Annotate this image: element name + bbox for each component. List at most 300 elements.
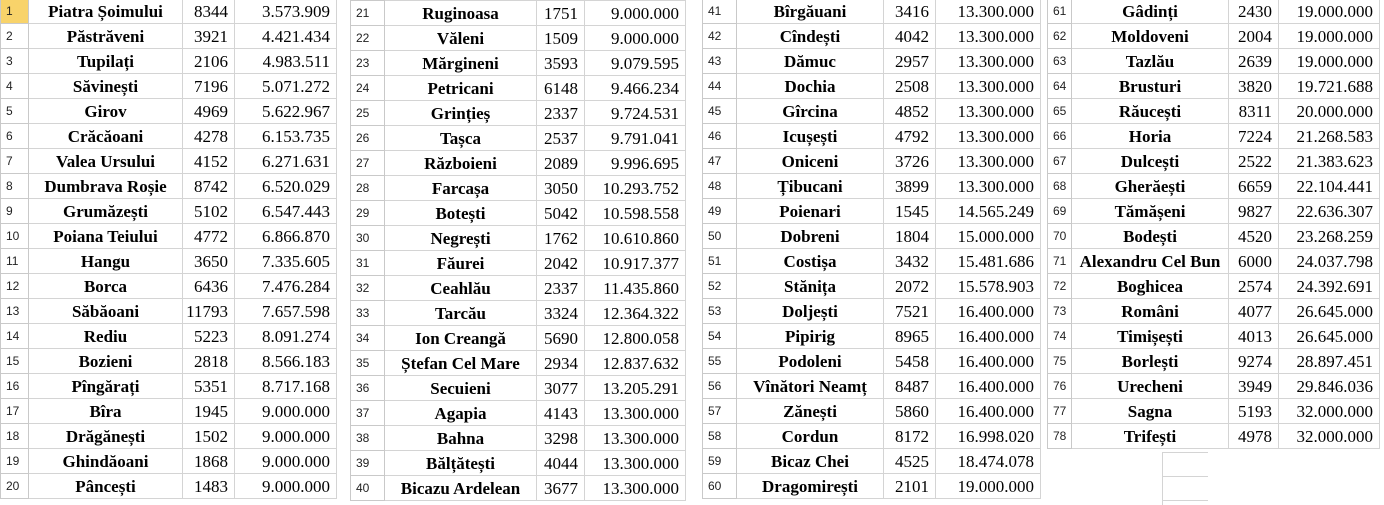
commune-name-cell[interactable]: Alexandru Cel Bun (1072, 249, 1229, 274)
row-number[interactable]: 62 (1048, 24, 1072, 49)
amount-cell[interactable]: 16.400.000 (936, 324, 1041, 349)
table-row[interactable] (1048, 324, 1380, 349)
population-cell[interactable]: 8311 (1229, 99, 1279, 124)
table-row[interactable] (1, 124, 337, 149)
table-row[interactable] (1, 349, 337, 374)
population-cell[interactable]: 3921 (183, 24, 235, 49)
row-number[interactable]: 40 (351, 476, 385, 501)
population-cell[interactable]: 5860 (884, 399, 936, 424)
commune-name-cell[interactable]: Crăcăoani (29, 124, 183, 149)
population-cell[interactable]: 9274 (1229, 349, 1279, 374)
population-cell[interactable]: 2042 (537, 251, 585, 276)
population-cell[interactable]: 8344 (183, 0, 235, 24)
population-cell[interactable]: 1868 (183, 449, 235, 474)
population-cell[interactable]: 2101 (884, 474, 936, 499)
table-row[interactable] (351, 226, 686, 251)
commune-name-cell[interactable]: Costișa (737, 249, 884, 274)
table-row[interactable] (1, 49, 337, 74)
commune-name-cell[interactable]: Moldoveni (1072, 24, 1229, 49)
commune-name-cell[interactable]: Bîra (29, 399, 183, 424)
commune-name-cell[interactable]: Mărgineni (385, 51, 537, 76)
population-cell[interactable]: 2522 (1229, 149, 1279, 174)
row-number[interactable]: 58 (703, 424, 737, 449)
table-row[interactable] (1, 199, 337, 224)
table-row[interactable] (1048, 0, 1380, 24)
amount-cell[interactable]: 19.000.000 (1279, 24, 1380, 49)
row-number[interactable]: 4 (1, 74, 29, 99)
row-number[interactable]: 7 (1, 149, 29, 174)
commune-name-cell[interactable]: Bahna (385, 426, 537, 451)
amount-cell[interactable]: 9.079.595 (585, 51, 686, 76)
population-cell[interactable]: 2639 (1229, 49, 1279, 74)
table-row[interactable] (703, 174, 1041, 199)
row-number[interactable]: 46 (703, 124, 737, 149)
commune-name-cell[interactable]: Podoleni (737, 349, 884, 374)
table-row[interactable] (1, 24, 337, 49)
amount-cell[interactable]: 21.268.583 (1279, 124, 1380, 149)
row-number[interactable]: 12 (1, 274, 29, 299)
amount-cell[interactable]: 11.435.860 (585, 276, 686, 301)
commune-name-cell[interactable]: Dochia (737, 74, 884, 99)
row-number[interactable]: 3 (1, 49, 29, 74)
population-cell[interactable]: 5458 (884, 349, 936, 374)
table-row[interactable] (703, 274, 1041, 299)
population-cell[interactable]: 3050 (537, 176, 585, 201)
row-number[interactable]: 11 (1, 249, 29, 274)
amount-cell[interactable]: 13.300.000 (936, 49, 1041, 74)
table-row[interactable] (1, 274, 337, 299)
table-row[interactable] (1, 224, 337, 249)
table-row[interactable] (1048, 424, 1380, 449)
row-number[interactable]: 2 (1, 24, 29, 49)
population-cell[interactable]: 3677 (537, 476, 585, 501)
row-number[interactable]: 77 (1048, 399, 1072, 424)
amount-cell[interactable]: 15.000.000 (936, 224, 1041, 249)
amount-cell[interactable]: 13.300.000 (585, 476, 686, 501)
population-cell[interactable]: 5351 (183, 374, 235, 399)
amount-cell[interactable]: 13.300.000 (936, 174, 1041, 199)
table-row[interactable] (351, 176, 686, 201)
table-row[interactable] (1, 299, 337, 324)
amount-cell[interactable]: 16.998.020 (936, 424, 1041, 449)
commune-name-cell[interactable]: Rediu (29, 324, 183, 349)
commune-name-cell[interactable]: Ruginoasa (385, 1, 537, 26)
commune-name-cell[interactable]: Dumbrava Roșie (29, 174, 183, 199)
row-number[interactable]: 47 (703, 149, 737, 174)
row-number[interactable]: 57 (703, 399, 737, 424)
amount-cell[interactable]: 9.000.000 (235, 424, 337, 449)
amount-cell[interactable]: 9.996.695 (585, 151, 686, 176)
commune-name-cell[interactable]: Urecheni (1072, 374, 1229, 399)
row-number[interactable]: 63 (1048, 49, 1072, 74)
population-cell[interactable]: 3650 (183, 249, 235, 274)
population-cell[interactable]: 1509 (537, 26, 585, 51)
population-cell[interactable]: 4978 (1229, 424, 1279, 449)
table-row[interactable] (1048, 374, 1380, 399)
row-number[interactable]: 73 (1048, 299, 1072, 324)
commune-name-cell[interactable]: Săbăoani (29, 299, 183, 324)
population-cell[interactable]: 7224 (1229, 124, 1279, 149)
population-cell[interactable]: 11793 (183, 299, 235, 324)
table-row[interactable] (1048, 299, 1380, 324)
row-number[interactable]: 19 (1, 449, 29, 474)
table-row[interactable] (1048, 74, 1380, 99)
commune-name-cell[interactable]: Săvinești (29, 74, 183, 99)
row-number[interactable]: 27 (351, 151, 385, 176)
table-row[interactable] (703, 324, 1041, 349)
table-row[interactable] (703, 199, 1041, 224)
population-cell[interactable]: 3899 (884, 174, 936, 199)
amount-cell[interactable]: 13.300.000 (936, 124, 1041, 149)
population-cell[interactable]: 8172 (884, 424, 936, 449)
commune-name-cell[interactable]: Zănești (737, 399, 884, 424)
table-row[interactable] (351, 251, 686, 276)
table-row[interactable] (1048, 199, 1380, 224)
population-cell[interactable]: 2537 (537, 126, 585, 151)
row-number[interactable]: 78 (1048, 424, 1072, 449)
amount-cell[interactable]: 9.000.000 (585, 1, 686, 26)
population-cell[interactable]: 8965 (884, 324, 936, 349)
table-row[interactable] (1048, 174, 1380, 199)
row-number[interactable]: 31 (351, 251, 385, 276)
row-number[interactable]: 36 (351, 376, 385, 401)
table-row[interactable] (703, 249, 1041, 274)
amount-cell[interactable]: 13.205.291 (585, 376, 686, 401)
population-cell[interactable]: 1545 (884, 199, 936, 224)
amount-cell[interactable]: 19.000.000 (1279, 49, 1380, 74)
population-cell[interactable]: 2004 (1229, 24, 1279, 49)
row-number[interactable]: 24 (351, 76, 385, 101)
row-number[interactable]: 44 (703, 74, 737, 99)
population-cell[interactable]: 3593 (537, 51, 585, 76)
row-number[interactable]: 20 (1, 474, 29, 499)
row-number[interactable]: 39 (351, 451, 385, 476)
amount-cell[interactable]: 4.421.434 (235, 24, 337, 49)
amount-cell[interactable]: 16.400.000 (936, 374, 1041, 399)
amount-cell[interactable]: 8.566.183 (235, 349, 337, 374)
population-cell[interactable]: 1751 (537, 1, 585, 26)
population-cell[interactable]: 7196 (183, 74, 235, 99)
population-cell[interactable]: 5102 (183, 199, 235, 224)
population-cell[interactable]: 8487 (884, 374, 936, 399)
commune-name-cell[interactable]: Gîrcina (737, 99, 884, 124)
population-cell[interactable]: 3324 (537, 301, 585, 326)
commune-name-cell[interactable]: Oniceni (737, 149, 884, 174)
table-row[interactable] (351, 126, 686, 151)
row-number[interactable]: 76 (1048, 374, 1072, 399)
row-number[interactable]: 28 (351, 176, 385, 201)
population-cell[interactable]: 4278 (183, 124, 235, 149)
population-cell[interactable]: 2089 (537, 151, 585, 176)
table-row[interactable] (351, 1, 686, 26)
commune-name-cell[interactable]: Dragomirești (737, 474, 884, 499)
amount-cell[interactable]: 24.392.691 (1279, 274, 1380, 299)
commune-name-cell[interactable]: Borlești (1072, 349, 1229, 374)
commune-name-cell[interactable]: Botești (385, 201, 537, 226)
row-number[interactable]: 48 (703, 174, 737, 199)
amount-cell[interactable]: 26.645.000 (1279, 324, 1380, 349)
row-number[interactable]: 14 (1, 324, 29, 349)
population-cell[interactable]: 3298 (537, 426, 585, 451)
commune-name-cell[interactable]: Răucești (1072, 99, 1229, 124)
row-number[interactable]: 23 (351, 51, 385, 76)
table-row[interactable] (351, 376, 686, 401)
commune-name-cell[interactable]: Tazlău (1072, 49, 1229, 74)
commune-name-cell[interactable]: Grumăzești (29, 199, 183, 224)
amount-cell[interactable]: 4.983.511 (235, 49, 337, 74)
population-cell[interactable]: 2337 (537, 101, 585, 126)
row-number[interactable]: 70 (1048, 224, 1072, 249)
commune-name-cell[interactable]: Gherăești (1072, 174, 1229, 199)
row-number[interactable]: 75 (1048, 349, 1072, 374)
population-cell[interactable]: 2106 (183, 49, 235, 74)
population-cell[interactable]: 1502 (183, 424, 235, 449)
row-number[interactable]: 16 (1, 374, 29, 399)
table-row[interactable] (351, 476, 686, 501)
commune-name-cell[interactable]: Valea Ursului (29, 149, 183, 174)
row-number[interactable]: 65 (1048, 99, 1072, 124)
amount-cell[interactable]: 6.153.735 (235, 124, 337, 149)
table-row[interactable] (1, 99, 337, 124)
row-number[interactable]: 55 (703, 349, 737, 374)
population-cell[interactable]: 1762 (537, 226, 585, 251)
row-number[interactable]: 18 (1, 424, 29, 449)
amount-cell[interactable]: 28.897.451 (1279, 349, 1380, 374)
table-row[interactable] (1048, 224, 1380, 249)
commune-name-cell[interactable]: Tupilați (29, 49, 183, 74)
commune-name-cell[interactable]: Poiana Teiului (29, 224, 183, 249)
amount-cell[interactable]: 21.383.623 (1279, 149, 1380, 174)
table-row[interactable] (1, 324, 337, 349)
commune-name-cell[interactable]: Bicazu Ardelean (385, 476, 537, 501)
amount-cell[interactable]: 29.846.036 (1279, 374, 1380, 399)
row-number[interactable]: 26 (351, 126, 385, 151)
amount-cell[interactable]: 9.000.000 (235, 399, 337, 424)
population-cell[interactable]: 9827 (1229, 199, 1279, 224)
row-number[interactable]: 54 (703, 324, 737, 349)
population-cell[interactable]: 5042 (537, 201, 585, 226)
amount-cell[interactable]: 32.000.000 (1279, 424, 1380, 449)
commune-name-cell[interactable]: Văleni (385, 26, 537, 51)
amount-cell[interactable]: 12.837.632 (585, 351, 686, 376)
row-number[interactable]: 69 (1048, 199, 1072, 224)
table-row[interactable] (1, 174, 337, 199)
amount-cell[interactable]: 5.071.272 (235, 74, 337, 99)
commune-name-cell[interactable]: Icușești (737, 124, 884, 149)
amount-cell[interactable]: 16.400.000 (936, 399, 1041, 424)
row-number[interactable]: 21 (351, 1, 385, 26)
population-cell[interactable]: 5223 (183, 324, 235, 349)
amount-cell[interactable]: 13.300.000 (585, 401, 686, 426)
row-number[interactable]: 6 (1, 124, 29, 149)
population-cell[interactable]: 4969 (183, 99, 235, 124)
table-row[interactable] (703, 349, 1041, 374)
population-cell[interactable]: 2072 (884, 274, 936, 299)
commune-name-cell[interactable]: Borca (29, 274, 183, 299)
table-row[interactable] (1, 474, 337, 499)
amount-cell[interactable]: 9.000.000 (585, 26, 686, 51)
amount-cell[interactable]: 13.300.000 (936, 0, 1041, 24)
amount-cell[interactable]: 3.573.909 (235, 0, 337, 24)
table-row[interactable] (703, 224, 1041, 249)
amount-cell[interactable]: 7.476.284 (235, 274, 337, 299)
row-number[interactable]: 64 (1048, 74, 1072, 99)
table-row[interactable] (1048, 249, 1380, 274)
commune-name-cell[interactable]: Negrești (385, 226, 537, 251)
amount-cell[interactable]: 10.293.752 (585, 176, 686, 201)
commune-name-cell[interactable]: Bozieni (29, 349, 183, 374)
amount-cell[interactable]: 15.578.903 (936, 274, 1041, 299)
population-cell[interactable]: 2508 (884, 74, 936, 99)
row-number[interactable]: 34 (351, 326, 385, 351)
table-row[interactable] (703, 424, 1041, 449)
amount-cell[interactable]: 13.300.000 (936, 24, 1041, 49)
table-row[interactable] (1048, 349, 1380, 374)
population-cell[interactable]: 2430 (1229, 0, 1279, 24)
amount-cell[interactable]: 5.622.967 (235, 99, 337, 124)
population-cell[interactable]: 4077 (1229, 299, 1279, 324)
population-cell[interactable]: 1945 (183, 399, 235, 424)
commune-name-cell[interactable]: Gâdinți (1072, 0, 1229, 24)
population-cell[interactable]: 3077 (537, 376, 585, 401)
amount-cell[interactable]: 13.300.000 (585, 451, 686, 476)
row-number[interactable]: 41 (703, 0, 737, 24)
population-cell[interactable]: 8742 (183, 174, 235, 199)
commune-name-cell[interactable]: Drăgănești (29, 424, 183, 449)
amount-cell[interactable]: 13.300.000 (936, 149, 1041, 174)
commune-name-cell[interactable]: Făurei (385, 251, 537, 276)
row-number[interactable]: 67 (1048, 149, 1072, 174)
table-row[interactable] (703, 99, 1041, 124)
amount-cell[interactable]: 15.481.686 (936, 249, 1041, 274)
amount-cell[interactable]: 9.791.041 (585, 126, 686, 151)
commune-name-cell[interactable]: Dobreni (737, 224, 884, 249)
amount-cell[interactable]: 6.271.631 (235, 149, 337, 174)
population-cell[interactable]: 6148 (537, 76, 585, 101)
row-number[interactable]: 33 (351, 301, 385, 326)
amount-cell[interactable]: 10.610.860 (585, 226, 686, 251)
table-row[interactable] (703, 374, 1041, 399)
amount-cell[interactable]: 9.466.234 (585, 76, 686, 101)
row-number[interactable]: 61 (1048, 0, 1072, 24)
population-cell[interactable]: 4013 (1229, 324, 1279, 349)
commune-name-cell[interactable]: Horia (1072, 124, 1229, 149)
commune-name-cell[interactable]: Bîrgăuani (737, 0, 884, 24)
table-row[interactable] (703, 0, 1041, 24)
amount-cell[interactable]: 20.000.000 (1279, 99, 1380, 124)
amount-cell[interactable]: 22.636.307 (1279, 199, 1380, 224)
row-number[interactable]: 17 (1, 399, 29, 424)
table-row[interactable] (703, 149, 1041, 174)
amount-cell[interactable]: 10.917.377 (585, 251, 686, 276)
row-number[interactable]: 50 (703, 224, 737, 249)
amount-cell[interactable]: 16.400.000 (936, 349, 1041, 374)
commune-name-cell[interactable]: Sagna (1072, 399, 1229, 424)
table-row[interactable] (703, 449, 1041, 474)
amount-cell[interactable]: 6.547.443 (235, 199, 337, 224)
table-row[interactable] (703, 74, 1041, 99)
row-number[interactable]: 71 (1048, 249, 1072, 274)
commune-name-cell[interactable]: Farcașa (385, 176, 537, 201)
population-cell[interactable]: 4152 (183, 149, 235, 174)
table-row[interactable] (1, 449, 337, 474)
commune-name-cell[interactable]: Păstrăveni (29, 24, 183, 49)
row-number[interactable]: 10 (1, 224, 29, 249)
population-cell[interactable]: 4792 (884, 124, 936, 149)
table-row[interactable] (703, 474, 1041, 499)
table-row[interactable] (351, 301, 686, 326)
population-cell[interactable]: 1483 (183, 474, 235, 499)
table-row[interactable] (351, 276, 686, 301)
amount-cell[interactable]: 13.300.000 (585, 426, 686, 451)
population-cell[interactable]: 5193 (1229, 399, 1279, 424)
commune-name-cell[interactable]: Ștefan Cel Mare (385, 351, 537, 376)
commune-name-cell[interactable]: Pîngărați (29, 374, 183, 399)
commune-name-cell[interactable]: Boghicea (1072, 274, 1229, 299)
table-row[interactable] (1, 374, 337, 399)
amount-cell[interactable]: 26.645.000 (1279, 299, 1380, 324)
amount-cell[interactable]: 13.300.000 (936, 99, 1041, 124)
population-cell[interactable]: 4852 (884, 99, 936, 124)
table-row[interactable] (351, 151, 686, 176)
amount-cell[interactable]: 7.335.605 (235, 249, 337, 274)
population-cell[interactable]: 2574 (1229, 274, 1279, 299)
commune-name-cell[interactable]: Agapia (385, 401, 537, 426)
row-number[interactable]: 43 (703, 49, 737, 74)
population-cell[interactable]: 1804 (884, 224, 936, 249)
commune-name-cell[interactable]: Ion Creangă (385, 326, 537, 351)
row-number[interactable]: 72 (1048, 274, 1072, 299)
commune-name-cell[interactable]: Dămuc (737, 49, 884, 74)
amount-cell[interactable]: 19.721.688 (1279, 74, 1380, 99)
amount-cell[interactable]: 10.598.558 (585, 201, 686, 226)
table-row[interactable] (1048, 124, 1380, 149)
row-number[interactable]: 1 (1, 0, 29, 24)
table-row[interactable] (351, 101, 686, 126)
amount-cell[interactable]: 19.000.000 (936, 474, 1041, 499)
row-number[interactable]: 5 (1, 99, 29, 124)
amount-cell[interactable]: 24.037.798 (1279, 249, 1380, 274)
commune-name-cell[interactable]: Bicaz Chei (737, 449, 884, 474)
table-row[interactable] (351, 401, 686, 426)
row-number[interactable]: 59 (703, 449, 737, 474)
row-number[interactable]: 45 (703, 99, 737, 124)
amount-cell[interactable]: 8.091.274 (235, 324, 337, 349)
row-number[interactable]: 9 (1, 199, 29, 224)
row-number[interactable]: 53 (703, 299, 737, 324)
table-row[interactable] (1, 74, 337, 99)
commune-name-cell[interactable]: Cîndești (737, 24, 884, 49)
row-number[interactable]: 30 (351, 226, 385, 251)
commune-name-cell[interactable]: Ghindăoani (29, 449, 183, 474)
commune-name-cell[interactable]: Tarcău (385, 301, 537, 326)
row-number[interactable]: 8 (1, 174, 29, 199)
population-cell[interactable]: 6000 (1229, 249, 1279, 274)
commune-name-cell[interactable]: Vînători Neamț (737, 374, 884, 399)
commune-name-cell[interactable]: Ceahlău (385, 276, 537, 301)
commune-name-cell[interactable]: Bodești (1072, 224, 1229, 249)
table-row[interactable] (351, 351, 686, 376)
table-row[interactable] (703, 299, 1041, 324)
commune-name-cell[interactable]: Războieni (385, 151, 537, 176)
population-cell[interactable]: 3416 (884, 0, 936, 24)
population-cell[interactable]: 6659 (1229, 174, 1279, 199)
commune-name-cell[interactable]: Pipirig (737, 324, 884, 349)
table-row[interactable] (351, 26, 686, 51)
population-cell[interactable]: 4042 (884, 24, 936, 49)
population-cell[interactable]: 4044 (537, 451, 585, 476)
table-row[interactable] (1, 149, 337, 174)
